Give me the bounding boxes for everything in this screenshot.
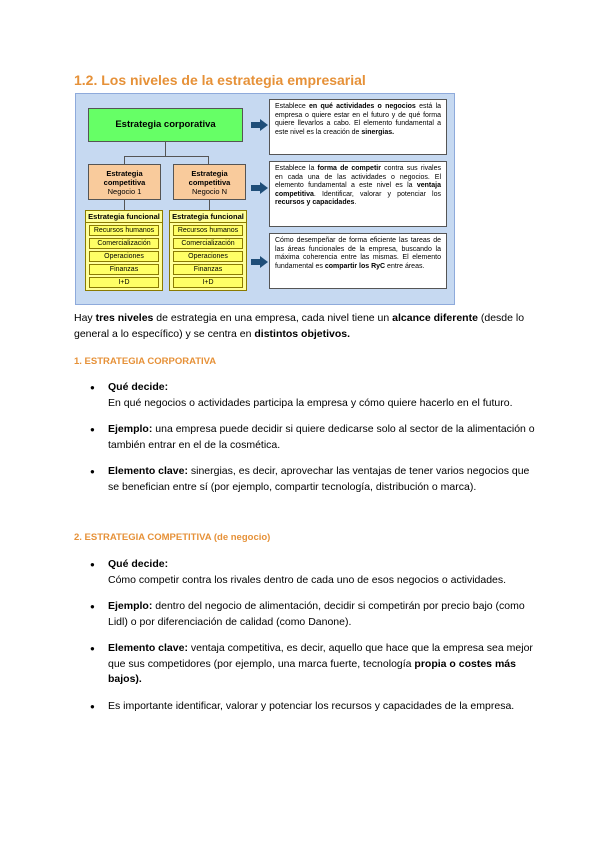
intro-paragraph: Hay tres niveles de estrategia en una empresa, cada nivel tiene un alcance diferente (desde lo general a lo específico) y se centra en distintos objetivos. bbox=[74, 312, 525, 340]
functional-strategy-box-1 bbox=[85, 210, 163, 291]
list-item: ● Qué decide: Cómo competir contra los rivales dentro de cada uno de esos negocios o actividades. bbox=[90, 557, 535, 588]
business-label: Negocio 1 bbox=[107, 187, 142, 196]
strategy-levels-diagram bbox=[75, 93, 455, 305]
functional-item: Comercialización bbox=[173, 238, 243, 249]
competitive-strategy-box-n bbox=[173, 164, 246, 200]
functional-item: Recursos humanos bbox=[89, 225, 159, 236]
list-item: ● Ejemplo: dentro del negocio de alimentación, decidir si competirán por precio bajo (como Lidl) o por diferenciación de calidad (como Danone). bbox=[90, 599, 535, 630]
functional-item: I+D bbox=[89, 277, 159, 288]
connector-line bbox=[209, 200, 210, 210]
functional-item: Finanzas bbox=[173, 264, 243, 275]
functional-item: Comercialización bbox=[89, 238, 159, 249]
arrow-right-icon bbox=[251, 259, 260, 265]
functional-title: Estrategia funcional bbox=[86, 211, 162, 223]
competitive-title: Estrategia competitiva bbox=[103, 169, 146, 187]
connector-line bbox=[124, 156, 208, 157]
list-item: ● Elemento clave: ventaja competitiva, es decir, aquello que hace que la empresa sea mejor que sus competidores (por ejemplo, una marca fuerte, tecnología propia o costes más bajos). bbox=[90, 641, 535, 688]
functional-item: Finanzas bbox=[89, 264, 159, 275]
functional-strategy-box-n bbox=[169, 210, 247, 291]
competitive-strategy-box-1 bbox=[88, 164, 161, 200]
corporate-list bbox=[90, 380, 535, 506]
connector-line bbox=[124, 156, 125, 164]
section-title-competitive: 2. ESTRATEGIA COMPETITIVA (de negocio) bbox=[74, 532, 271, 543]
arrow-right-icon bbox=[251, 185, 260, 191]
section-heading: 1.2. Los niveles de la estrategia empresarial bbox=[74, 72, 366, 88]
connector-line bbox=[124, 200, 125, 210]
list-item: ● Ejemplo: una empresa puede decidir si quiere dedicarse solo al sector de la alimentación o también entrar en el de la cosmética. bbox=[90, 422, 535, 453]
functional-title: Estrategia funcional bbox=[170, 211, 246, 223]
corporate-strategy-box: Estrategia corporativa bbox=[88, 108, 243, 142]
functional-description: Cómo desempeñar de forma eficiente las tareas de las áreas funcionales de la empresa, buscando la máxima coherencia entre las mismas. El elemento fundamental es compartir los RyC entre áreas. bbox=[269, 233, 447, 289]
corporate-description: Establece en qué actividades o negocios está la empresa o quiere estar en el futuro y de qué forma quiere llevarlos a cabo. El elemento fundamental a este nivel es la creación de sinergias. bbox=[269, 99, 447, 155]
business-label: Negocio N bbox=[191, 187, 228, 196]
arrow-right-icon bbox=[251, 122, 260, 128]
connector-line bbox=[208, 156, 209, 164]
list-item: ● Elemento clave: sinergias, es decir, aprovechar las ventajas de tener varios negocios que se benefician entre sí (por ejemplo, compartir tecnología, distribución o marca). bbox=[90, 464, 535, 495]
arrow-right-icon bbox=[260, 119, 268, 131]
list-item: ● Qué decide: En qué negocios o actividades participa la empresa y cómo quiere hacerlo en el futuro. bbox=[90, 380, 535, 411]
competitive-description: Establece la forma de competir contra sus rivales en cada una de las actividades o negocios. El elemento fundamental a este nivel es la ventaja competitiva. Identificar, valorar y potenciar los recursos y capacidades. bbox=[269, 161, 447, 227]
list-item: ● Es importante identificar, valorar y potenciar los recursos y capacidades de la empresa. bbox=[90, 699, 535, 715]
arrow-right-icon bbox=[260, 256, 268, 268]
arrow-right-icon bbox=[260, 182, 268, 194]
competitive-title: Estrategia competitiva bbox=[188, 169, 231, 187]
functional-item: Operaciones bbox=[173, 251, 243, 262]
competitive-list bbox=[90, 557, 535, 725]
functional-item: Recursos humanos bbox=[173, 225, 243, 236]
connector-line bbox=[165, 142, 166, 156]
functional-item: Operaciones bbox=[89, 251, 159, 262]
section-title-corporate: 1. ESTRATEGIA CORPORATIVA bbox=[74, 356, 217, 367]
functional-item: I+D bbox=[173, 277, 243, 288]
